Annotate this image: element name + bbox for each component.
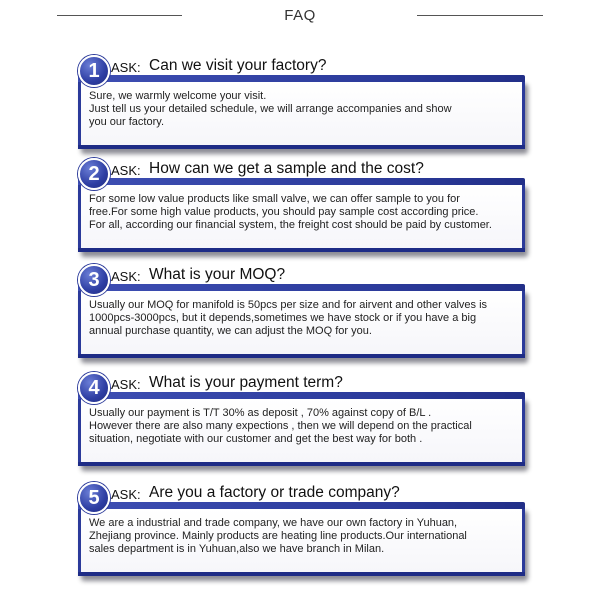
faq-item-4 bbox=[78, 372, 523, 482]
answer-line: you our factory. bbox=[89, 116, 164, 128]
faq-number-badge: 4 bbox=[78, 372, 110, 404]
ask-label: ASK: bbox=[111, 487, 141, 502]
faq-item-1 bbox=[78, 55, 523, 165]
faq-answer-card bbox=[78, 79, 525, 149]
answer-line: We are a industrial and trade company, we have our own factory in Yuhuan, bbox=[89, 517, 458, 529]
faq-number-badge: 3 bbox=[78, 264, 110, 296]
answer-line: free.For some high value products, you should pay sample cost according price. bbox=[89, 206, 479, 218]
answer-line: sales department is in Yuhuan,also we have branch in Milan. bbox=[89, 543, 385, 555]
faq-question: How can we get a sample and the cost? bbox=[149, 160, 424, 177]
answer-line: Just tell us your detailed schedule, we will arrange accompanies and show bbox=[89, 103, 452, 115]
faq-answer-card bbox=[78, 288, 525, 358]
faq-answer bbox=[89, 407, 517, 446]
card-top-bar bbox=[78, 392, 525, 399]
faq-answer-card bbox=[78, 506, 525, 576]
answer-line: Usually our payment is T/T 30% as deposit , 70% against copy of B/L . bbox=[89, 407, 432, 419]
faq-number-badge: 5 bbox=[78, 482, 110, 514]
faq-question: Are you a factory or trade company? bbox=[149, 484, 400, 501]
answer-line: For all, according our financial system, the freight cost should be paid by customer. bbox=[89, 219, 492, 231]
faq-number-badge: 2 bbox=[78, 158, 110, 190]
ask-label: ASK: bbox=[111, 269, 141, 284]
card-top-bar bbox=[78, 75, 525, 82]
faq-item-3 bbox=[78, 264, 523, 374]
answer-line: Sure, we warmly welcome your visit. bbox=[89, 90, 267, 102]
faq-answer bbox=[89, 299, 517, 338]
answer-line: However there are also many expections , then we will depend on the practical bbox=[89, 420, 472, 432]
faq-question: What is your payment term? bbox=[149, 374, 343, 391]
answer-line: 1000pcs-3000pcs, but it depends,sometimes we have stock or if you have a big bbox=[89, 312, 477, 324]
faq-question: What is your MOQ? bbox=[149, 266, 286, 283]
faq-answer bbox=[89, 517, 517, 556]
page-title: FAQ bbox=[284, 7, 316, 24]
ask-label: ASK: bbox=[111, 163, 141, 178]
answer-line: For some low value products like small valve, we can offer sample to you for bbox=[89, 193, 460, 205]
faq-item-2 bbox=[78, 158, 523, 268]
faq-number-badge: 1 bbox=[78, 55, 110, 87]
ask-label: ASK: bbox=[111, 60, 141, 75]
card-top-bar bbox=[78, 178, 525, 185]
card-top-bar bbox=[78, 502, 525, 509]
faq-answer-card bbox=[78, 182, 525, 252]
card-top-bar bbox=[78, 284, 525, 291]
faq-item-5 bbox=[78, 482, 523, 592]
answer-line: Usually our MOQ for manifold is 50pcs per size and for airvent and other valves is bbox=[89, 299, 488, 311]
answer-line: Zhejiang province. Mainly products are heating line products.Our international bbox=[89, 530, 467, 542]
faq-answer bbox=[89, 90, 517, 129]
faq-header bbox=[0, 0, 600, 34]
faq-question: Can we visit your factory? bbox=[149, 57, 327, 74]
answer-line: situation, negotiate with our customer and get the best way for both . bbox=[89, 433, 423, 445]
faq-answer bbox=[89, 193, 517, 232]
header-divider-right bbox=[417, 15, 543, 16]
answer-line: annual purchase quantity, we can adjust the MOQ for you. bbox=[89, 325, 372, 337]
ask-label: ASK: bbox=[111, 377, 141, 392]
faq-answer-card bbox=[78, 396, 525, 466]
